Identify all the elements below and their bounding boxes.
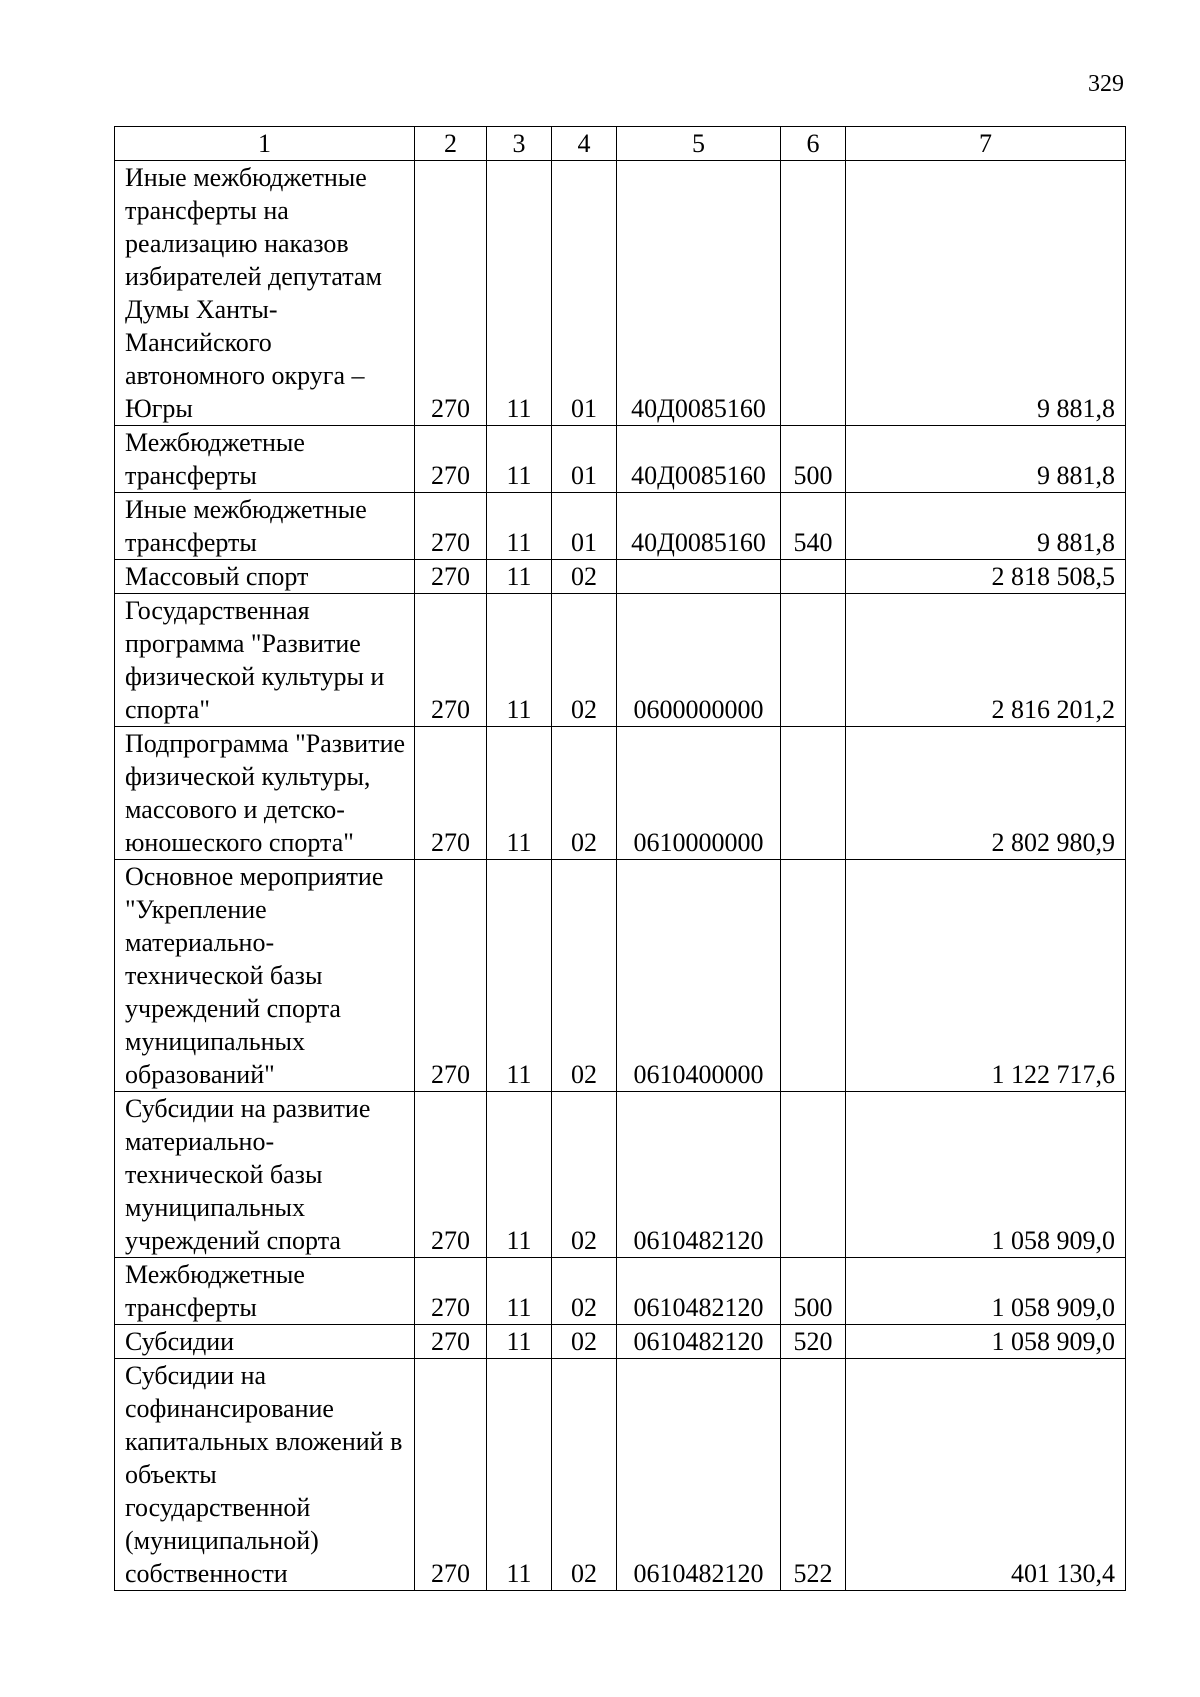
col4-cell: 02 — [552, 1258, 617, 1325]
col7-amount-cell: 2 802 980,9 — [846, 727, 1126, 860]
col2-cell: 270 — [415, 860, 487, 1092]
col5-cell: 0610482120 — [617, 1359, 781, 1591]
table-row — [115, 161, 1126, 426]
col5-cell: 0610400000 — [617, 860, 781, 1092]
col5-cell: 0610482120 — [617, 1092, 781, 1258]
col3-cell: 11 — [487, 1258, 552, 1325]
col3-cell: 11 — [487, 1359, 552, 1591]
row-name-line: юношеского спорта" — [125, 828, 354, 857]
row-name-line: программа "Развитие — [125, 629, 361, 658]
col7-amount-cell: 1 122 717,6 — [846, 860, 1126, 1092]
col3-cell: 11 — [487, 860, 552, 1092]
col2-cell: 270 — [415, 161, 487, 426]
col6-cell: 520 — [781, 1325, 846, 1359]
budget-table — [114, 126, 1126, 1591]
col7-amount-cell: 401 130,4 — [846, 1359, 1126, 1591]
table-row — [115, 1092, 1126, 1258]
col4-cell: 02 — [552, 594, 617, 727]
row-name-line: материально- — [125, 928, 275, 957]
col2-cell: 270 — [415, 1325, 487, 1359]
row-name-cell — [115, 426, 415, 493]
row-name-line: учреждений спорта — [125, 994, 341, 1023]
row-name-line: технической базы — [125, 961, 323, 990]
row-name-line: Иные межбюджетные — [125, 163, 367, 192]
table-row — [115, 1325, 1126, 1359]
table-row — [115, 1359, 1126, 1591]
col6-cell: 540 — [781, 493, 846, 560]
row-name-line: трансферты — [125, 461, 257, 490]
row-name-line: Думы Ханты- — [125, 295, 278, 324]
header-col-6: 6 — [781, 127, 846, 161]
row-name-cell — [115, 493, 415, 560]
row-name-line: Субсидии — [125, 1327, 235, 1356]
row-name-line: Подпрограмма "Развитие — [125, 729, 406, 758]
col6-cell — [781, 161, 846, 426]
col3-cell: 11 — [487, 161, 552, 426]
col5-cell: 0610000000 — [617, 727, 781, 860]
row-name-line: избирателей депутатам — [125, 262, 382, 291]
col3-cell: 11 — [487, 1092, 552, 1258]
row-name-line: софинансирование — [125, 1394, 334, 1423]
col2-cell: 270 — [415, 493, 487, 560]
table-row — [115, 727, 1126, 860]
row-name-line: государственной — [125, 1493, 311, 1522]
row-name-line: собственности — [125, 1559, 288, 1588]
table-row — [115, 493, 1126, 560]
col2-cell: 270 — [415, 1258, 487, 1325]
header-row — [115, 127, 1126, 161]
col5-cell: 0610482120 — [617, 1325, 781, 1359]
table-row — [115, 426, 1126, 493]
row-name-line: материально- — [125, 1127, 275, 1156]
col3-cell: 11 — [487, 727, 552, 860]
row-name-line: Межбюджетные — [125, 1260, 305, 1289]
row-name-cell — [115, 1325, 415, 1359]
row-name-cell — [115, 727, 415, 860]
col3-cell: 11 — [487, 1325, 552, 1359]
table-row — [115, 860, 1126, 1092]
col3-cell: 11 — [487, 594, 552, 727]
header-col-1: 1 — [115, 127, 415, 161]
col7-amount-cell: 1 058 909,0 — [846, 1258, 1126, 1325]
col4-cell: 02 — [552, 1359, 617, 1591]
col3-cell: 11 — [487, 560, 552, 594]
table-row — [115, 1258, 1126, 1325]
col2-cell: 270 — [415, 727, 487, 860]
col7-amount-cell: 9 881,8 — [846, 161, 1126, 426]
col4-cell: 01 — [552, 161, 617, 426]
row-name-line: Массовый спорт — [125, 562, 309, 591]
col7-amount-cell: 9 881,8 — [846, 493, 1126, 560]
row-name-line: капитальных вложений в — [125, 1427, 403, 1456]
col6-cell — [781, 1092, 846, 1258]
row-name-line: Основное мероприятие — [125, 862, 384, 891]
row-name-cell — [115, 161, 415, 426]
col5-cell: 40Д0085160 — [617, 161, 781, 426]
col3-cell: 11 — [487, 426, 552, 493]
col2-cell: 270 — [415, 560, 487, 594]
header-col-4: 4 — [552, 127, 617, 161]
table-row — [115, 560, 1126, 594]
col6-cell: 522 — [781, 1359, 846, 1591]
col5-cell — [617, 560, 781, 594]
row-name-line: Иные межбюджетные — [125, 495, 367, 524]
col6-cell — [781, 594, 846, 727]
row-name-line: муниципальных — [125, 1193, 306, 1222]
row-name-cell — [115, 1258, 415, 1325]
col7-amount-cell: 2 816 201,2 — [846, 594, 1126, 727]
page-number: 329 — [1088, 71, 1124, 97]
col4-cell: 01 — [552, 426, 617, 493]
row-name-line: физической культуры, — [125, 762, 371, 791]
row-name-cell — [115, 1359, 415, 1591]
row-name-line: Межбюджетные — [125, 428, 305, 457]
col6-cell — [781, 560, 846, 594]
col5-cell: 40Д0085160 — [617, 426, 781, 493]
row-name-line: учреждений спорта — [125, 1226, 341, 1255]
col2-cell: 270 — [415, 1092, 487, 1258]
row-name-line: "Укрепление — [125, 895, 267, 924]
col5-cell: 40Д0085160 — [617, 493, 781, 560]
col2-cell: 270 — [415, 426, 487, 493]
col7-amount-cell: 2 818 508,5 — [846, 560, 1126, 594]
col6-cell — [781, 860, 846, 1092]
table-body — [115, 161, 1126, 1591]
row-name-line: Югры — [125, 394, 193, 423]
col7-amount-cell: 9 881,8 — [846, 426, 1126, 493]
row-name-cell — [115, 1092, 415, 1258]
row-name-cell — [115, 560, 415, 594]
row-name-line: реализацию наказов — [125, 229, 349, 258]
col2-cell: 270 — [415, 594, 487, 727]
col7-amount-cell: 1 058 909,0 — [846, 1092, 1126, 1258]
row-name-line: массового и детско- — [125, 795, 345, 824]
col6-cell: 500 — [781, 1258, 846, 1325]
col7-amount-cell: 1 058 909,0 — [846, 1325, 1126, 1359]
col6-cell: 500 — [781, 426, 846, 493]
col5-cell: 0610482120 — [617, 1258, 781, 1325]
col3-cell: 11 — [487, 493, 552, 560]
col4-cell: 02 — [552, 560, 617, 594]
header-col-3: 3 — [487, 127, 552, 161]
col4-cell: 02 — [552, 1325, 617, 1359]
row-name-line: физической культуры и — [125, 662, 385, 691]
row-name-line: объекты — [125, 1460, 217, 1489]
table-header — [115, 127, 1126, 161]
table-row — [115, 594, 1126, 727]
row-name-line: трансферты на — [125, 196, 289, 225]
header-col-7: 7 — [846, 127, 1126, 161]
col4-cell: 02 — [552, 860, 617, 1092]
row-name-line: автономного округа – — [125, 361, 365, 390]
col5-cell: 0600000000 — [617, 594, 781, 727]
row-name-line: (муниципальной) — [125, 1526, 319, 1555]
header-col-2: 2 — [415, 127, 487, 161]
row-name-line: трансферты — [125, 1293, 257, 1322]
col2-cell: 270 — [415, 1359, 487, 1591]
row-name-line: трансферты — [125, 528, 257, 557]
col6-cell — [781, 727, 846, 860]
row-name-line: спорта" — [125, 695, 210, 724]
row-name-line: Субсидии на развитие — [125, 1094, 371, 1123]
header-col-5: 5 — [617, 127, 781, 161]
row-name-line: технической базы — [125, 1160, 323, 1189]
col4-cell: 01 — [552, 493, 617, 560]
row-name-cell — [115, 860, 415, 1092]
col4-cell: 02 — [552, 1092, 617, 1258]
row-name-line: Субсидии на — [125, 1361, 267, 1390]
row-name-line: образований" — [125, 1060, 275, 1089]
row-name-line: Мансийского — [125, 328, 272, 357]
row-name-cell — [115, 594, 415, 727]
col4-cell: 02 — [552, 727, 617, 860]
row-name-line: Государственная — [125, 596, 310, 625]
row-name-line: муниципальных — [125, 1027, 306, 1056]
